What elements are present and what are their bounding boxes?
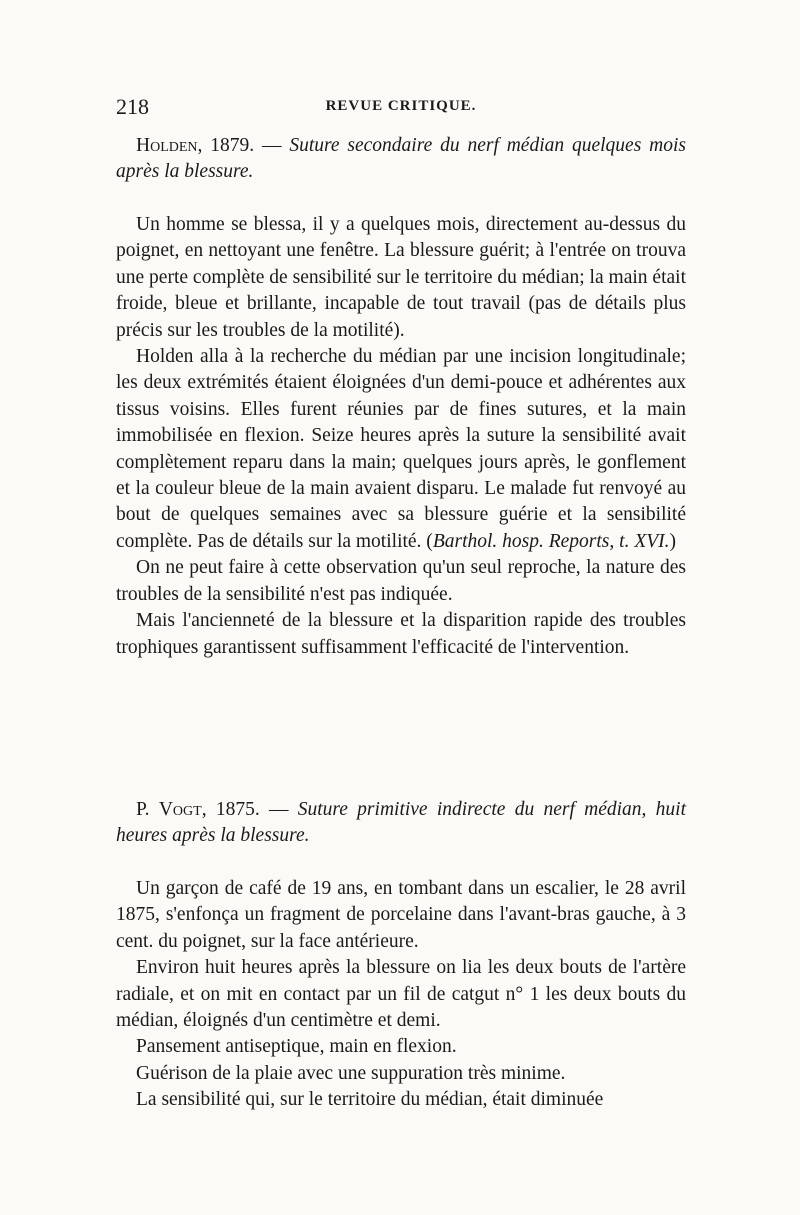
section1-year: , 1879. —: [197, 135, 290, 156]
page-header: [116, 94, 686, 124]
paragraph: Un homme se blessa, il y a quelques mois, directement au-dessus du poignet, en nettoyant une fenêtre. La blessure guérit; à l'entrée on trouva une perte complète de sensibilité sur le territoire du médian; la main était froide, bleue et brillante, incapable de tout travail (pas de détails plus précis sur les troubles de la motilité).: [116, 214, 686, 341]
paragraph: [116, 344, 686, 555]
paragraph: Pansement antiseptique, main en flexion.: [136, 1036, 457, 1058]
section2-title: Suture primitive indirecte du nerf médian, huit heures après la blessure.: [116, 799, 687, 847]
paragraph: La sensibilité qui, sur le territoire du médian, était diminuée: [136, 1089, 604, 1111]
section2-body: [116, 876, 686, 1114]
paragraph: Mais l'ancienneté de la blessure et la disparition rapide des troubles trophiques garantissent suffisamment l'efficacité de l'intervention.: [116, 610, 686, 658]
paragraph: On ne peut faire à cette observation qu'un seul reproche, la nature des troubles de la sensibilité n'est pas indiquée.: [116, 557, 686, 605]
running-title: REVUE CRITIQUE.: [325, 98, 477, 114]
paragraph: Un garçon de café de 19 ans, en tombant dans un escalier, le 28 avril 1875, s'enfonça un fragment de porcelaine dans l'avant-bras gauche, à 3 cent. du poignet, sur la face antérieure.: [116, 878, 686, 952]
section2-author-prefix: P.: [136, 799, 159, 820]
section1-title: Suture secondaire du nerf médian quelques mois après la blessure.: [116, 135, 687, 183]
section1-heading: [116, 133, 686, 186]
citation-close: ): [669, 530, 677, 552]
paragraph: Guérison de la plaie avec une suppuration très minime.: [136, 1062, 566, 1084]
section2-heading: [116, 797, 686, 850]
paragraph: Environ huit heures après la blessure on lia les deux bouts de l'artère radiale, et on mit en contact par un fil de catgut n° 1 les deux bouts du médian, éloignés d'un centimètre et demi.: [116, 957, 686, 1032]
section1-author: Holden: [136, 135, 198, 156]
paragraph-text: Holden alla à la recherche du médian par une incision longitudinale; les deux extrémités étaient éloignées d'un demi-pouce et adhérentes aux tissus voisins. Elles furent réunies par de fines sutures, et la main immobilisée en flexion. Seize heures après la suture la sensibilité avait complètement reparu dans la main; quelques jours après, le gonflement et la couleur bleue de la main avaient disparu. Le malade fut renvoyé au bout de quelques semaines avec sa blessure guérie et la sensibilité complète. Pas de détails sur la motilité. (: [116, 346, 686, 552]
page-number: 218: [116, 94, 149, 119]
section1-body: [116, 212, 686, 661]
section2-year: , 1875. —: [201, 799, 298, 820]
citation: Barthol. hosp. Reports, t. XVI.: [432, 530, 670, 552]
section2-author: Vogt: [158, 799, 202, 820]
